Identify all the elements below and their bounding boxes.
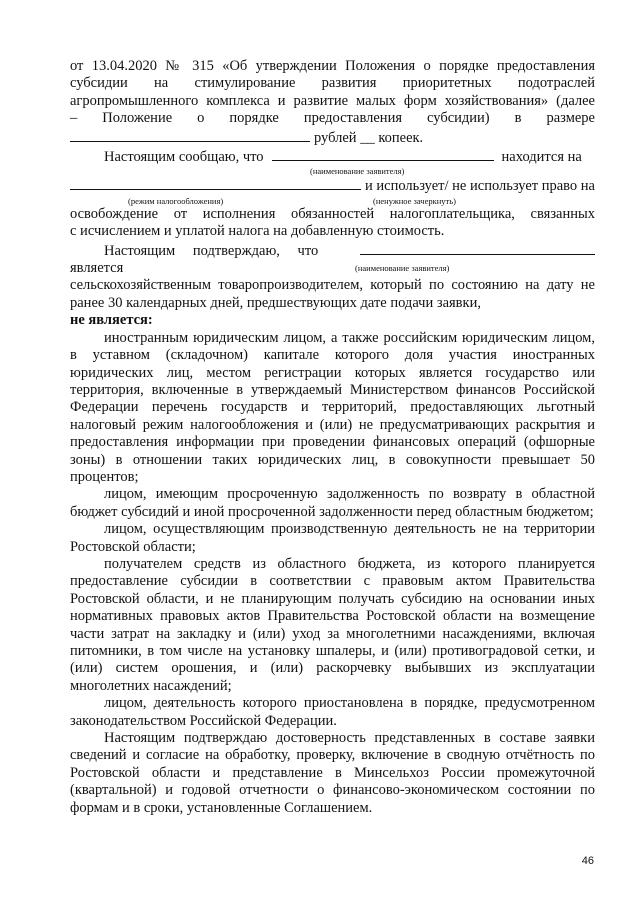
- intro-line-1: от 13.04.2020 № 315 «Об утверждении Положения о порядке предоставления: [70, 58, 595, 74]
- page-number: 46: [581, 855, 594, 867]
- confirm-paragraph: сельскохозяйственным товаропроизводителем, который по состоянию на дату не ранее 30 календарных дней, предшествующих дате подачи заявки,: [70, 277, 595, 311]
- intro-line-3: агропромышленного комплекса и развитие малых форм хозяйствования» (далее: [70, 92, 595, 109]
- is-label: является: [70, 260, 124, 277]
- list-item: получателем средств из областного бюджета, из которого планируется предоставление субсидии в соответствии с правовым актом Правительства Ростовской области, и не планирующим получать субсидию на основании иных нормативных правовых актов Правительства Ростовской области на возмещение части затрат на закладку и (или) уход за многолетними насаждениями, включая питомники, в том числе на установку шпалеры, и (или) противоградовой сетки, и (или) систем орошения, и (или) раскорчевку выбывших из эксплуатации многолетних насаждений;: [70, 555, 595, 694]
- caption-applicant-2: (наименование заявителя): [355, 263, 450, 274]
- notice-prefix: Настоящим сообщаю, что: [104, 149, 264, 166]
- closing-paragraph: Настоящим подтверждаю достоверность представленных в составе заявки сведений и согласие на обработку, проверку, включение в сводную отчётность по Ростовской области и представление в Минсельхоз России промежуточной (квартальной) и годовой отчетности о финансово-экономическом состоянии по формам и в сроки, установленные Соглашением.: [70, 730, 595, 816]
- intro-line-4: – Положение о порядке предоставления субсидии) в размере: [70, 110, 595, 127]
- is-row: [70, 260, 595, 277]
- not-label: не является:: [70, 312, 153, 329]
- tax-regime-suffix: и использует/ не использует право на: [365, 178, 595, 195]
- notice-row: [70, 147, 595, 166]
- intro-line-2: субсидии на стимулирование развития приоритетных подотраслей: [70, 75, 595, 92]
- list-item: лицом, осуществляющим производственную деятельность не на территории Ростовской области;: [70, 521, 595, 555]
- caption-applicant: (наименование заявителя): [310, 166, 405, 177]
- tax-regime-row: [70, 176, 595, 195]
- notice-suffix: находится на: [501, 149, 582, 166]
- notice-line-3: освобождение от исполнения обязанностей налогоплательщика, связанных: [70, 205, 595, 222]
- notice-applicant-blank[interactable]: [272, 147, 494, 161]
- confirm-row: [70, 241, 595, 260]
- amount-blank[interactable]: [70, 128, 310, 142]
- caption-strike: (ненужное зачеркнуть): [373, 195, 456, 206]
- confirm-prefix: Настоящим подтверждаю, что: [104, 242, 319, 259]
- amount-row: [70, 128, 595, 147]
- tax-caption-row: [70, 196, 595, 206]
- confirm-applicant-blank[interactable]: [360, 241, 595, 255]
- list-item: лицом, имеющим просроченную задолженность по возврату в областной бюджет субсидий и иной просроченной задолженности перед областным бюджетом;: [70, 486, 595, 520]
- notice-caption-row: [70, 166, 595, 176]
- document-body: [70, 58, 595, 817]
- caption-tax-regime: (режим налогообложения): [128, 195, 224, 206]
- notice-line-4: с исчислением и уплатой налога на добавленную стоимость.: [70, 223, 445, 240]
- list-item: иностранным юридическим лицом, а также российским юридическим лицом, в уставном (складочном) капитале которого доля участия иностранных юридических лиц, местом регистрации которых является государство или территория, включенные в утверждаемый Министерством финансов Российской Федерации перечень государств и территорий, предоставляющих льготный налоговый режим налогообложения и (или) не предусматривающих раскрытия и предоставления информации при проведении финансовых операций (офшорные зоны) в отношении таких юридических лиц, в совокупности превышает 50 процентов;: [70, 329, 595, 485]
- amount-suffix: рублей __ копеек.: [314, 129, 424, 146]
- list-item: лицом, деятельность которого приостановлена в порядке, предусмотренном законодательством Российской Федерации.: [70, 695, 595, 729]
- tax-regime-blank[interactable]: [70, 176, 361, 190]
